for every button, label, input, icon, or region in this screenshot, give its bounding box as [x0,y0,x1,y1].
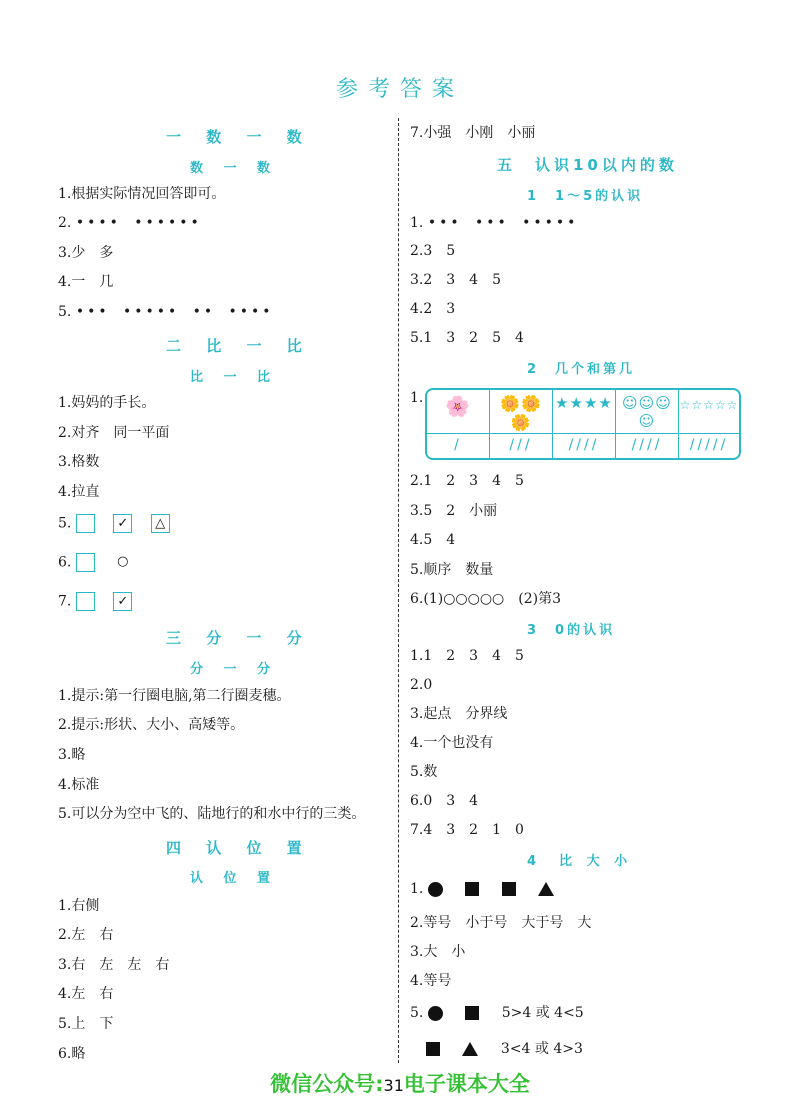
triangle-shape [538,882,554,896]
picture-cell [553,390,616,458]
section-1-subheading: 数 一 数 [190,161,279,176]
tally-marks: / [454,437,462,453]
s2-item-2: 2.对齐 同一平面 [58,425,170,441]
s4-right-item-7: 7.小强 小刚 小丽 [410,125,536,141]
tally-marks: //// [568,437,600,453]
s2-item-1: 1.妈妈的手长。 [58,395,156,411]
s4-item-5: 5.上 下 [58,1016,114,1032]
s5d-item-4: 4.等号 [410,973,452,989]
s5b-item-3: 3.5 2 小丽 [410,503,498,519]
s5d-item-5-row-2 [426,1040,583,1058]
flower-icon: 🌸 [445,394,471,418]
s1-item-2-label: 2. [58,215,72,231]
cell-divider [679,433,739,434]
s5c-item-3: 3.起点 分界线 [410,706,508,722]
s5a-item-2: 2.3 5 [410,243,456,259]
s2-item-6 [58,553,146,572]
s5c-item-1: 1.1 2 3 4 5 [410,648,524,664]
s5d-item-5-label: 5. [410,1005,424,1021]
answer-box-empty [76,553,95,572]
s2-item-3: 3.格数 [58,454,100,470]
star-icon: ☆☆☆☆☆ [679,398,739,412]
counting-picture-table [425,388,741,460]
section-5-heading: 五 认识10以内的数 [497,156,678,174]
section-5-sub-2: 2 几个和第几 [527,362,636,377]
picture-cell [679,390,739,458]
s4-item-1: 1.右侧 [58,898,100,914]
cell-divider [490,433,552,434]
s5a-dots-c: ••••• [522,215,579,231]
answer-box-check: ✓ [113,514,132,533]
circle-shape [428,1006,443,1021]
s2-item-6-label: 6. [58,554,72,571]
s5a-item-1-label: 1. [410,215,424,231]
s5b-item-5: 5.顺序 数量 [410,562,494,578]
section-3-heading: 三 分 一 分 [166,629,312,647]
s2-item-4: 4.拉直 [58,484,100,500]
s3-item-2: 2.提示:形状、大小、高矮等。 [58,717,245,733]
s1-item-5-dots-a: ••• [75,304,110,320]
s5a-item-4: 4.2 3 [410,301,456,317]
s1-item-5-label: 5. [58,304,72,320]
s2-item-5-label: 5. [58,515,72,532]
s3-item-5: 5.可以分为空中飞的、陆地行的和水中行的三类。 [58,806,366,822]
comparison-a: 5>4 或 4<5 [501,1005,584,1021]
s5a-item-3: 3.2 3 4 5 [410,272,501,288]
s5b-item-6: 6.(1)○○○○○ (2)第3 [410,591,562,607]
section-3-subheading: 分 一 分 [190,662,279,677]
section-4-heading: 四 认 位 置 [166,839,312,857]
answer-box-empty [76,592,95,611]
s2-item-7 [58,592,146,611]
s2-item-7-label: 7. [58,593,72,610]
s3-item-3: 3.略 [58,747,86,763]
s5a-item-5: 5.1 3 2 5 4 [410,330,524,346]
s5c-item-4: 4.一个也没有 [410,735,494,751]
s3-item-1: 1.提示:第一行圈电脑,第二行圈麦穗。 [58,688,291,704]
s5b-item-2: 2.1 2 3 4 5 [410,473,524,489]
answer-box-circle: ○ [117,554,129,569]
s5a-dots-a: ••• [427,215,462,231]
tally-marks: /// [509,437,533,453]
section-5-sub-4: 4 比 大 小 [527,854,633,869]
cell-divider [427,433,489,434]
s4-item-4: 4.左 右 [58,986,114,1002]
s1-item-5 [58,303,274,321]
square-shape [465,882,479,896]
section-2-subheading: 比 一 比 [190,370,279,385]
s5d-item-3: 3.大 小 [410,944,466,960]
square-shape [465,1006,479,1020]
sunflower-icon: 🌼🌼🌼 [500,394,542,432]
watermark-left: 微信公众号: [270,1072,384,1096]
s4-item-2: 2.左 右 [58,927,114,943]
s5b-item-4: 4.5 4 [410,532,456,548]
s5d-item-2: 2.等号 小于号 大于号 大 [410,915,592,931]
s5b-item-1-label: 1. [410,390,424,406]
answer-box-triangle: △ [151,514,170,533]
page-number: 31 [383,1076,404,1095]
section-5-sub-3: 3 0的认识 [527,623,616,638]
s5a-item-1 [410,214,578,232]
section-2-heading: 二 比 一 比 [166,337,312,355]
s1-item-4: 4.一 几 [58,274,114,290]
answer-box-empty [76,514,95,533]
picture-cell [427,390,490,458]
s4-item-6: 6.略 [58,1046,86,1062]
comparison-b: 3<4 或 4>3 [500,1041,583,1057]
s1-item-5-dots-c: •• [192,304,216,320]
starfish-icon: ★★★★ [555,394,613,412]
s5d-item-1-label: 1. [410,881,424,897]
cell-divider [616,433,678,434]
s1-item-5-dots-b: ••••• [122,304,180,320]
answer-box-check: ✓ [113,592,132,611]
section-4-subheading: 认 位 置 [190,871,279,886]
s3-item-4: 4.标准 [58,777,100,793]
page-title: 参考答案 [335,77,464,102]
s5c-item-2: 2.0 [410,677,433,693]
cell-divider [553,433,615,434]
footer-watermark [0,1068,800,1098]
s5a-dots-b: ••• [474,215,509,231]
s1-item-2 [58,214,202,232]
section-5-sub-1: 1 1～5的认识 [527,189,644,204]
section-1-heading: 一 数 一 数 [166,128,312,146]
s2-item-5 [58,514,184,533]
s5c-item-6: 6.0 3 4 [410,793,479,809]
square-shape [426,1042,440,1056]
s5d-item-5 [410,1004,584,1022]
s4-item-3: 3.右 左 左 右 [58,957,170,973]
square-shape [502,882,516,896]
picture-cell [616,390,679,458]
s5c-item-5: 5.数 [410,764,438,780]
circle-shape [428,882,443,897]
triangle-shape [462,1042,478,1056]
smiley-icon: ☺☺☺☺ [622,394,672,430]
column-divider [398,118,399,1063]
s5c-item-7: 7.4 3 2 1 0 [410,822,524,838]
s1-item-5-dots-d: •••• [228,304,274,320]
watermark-right: 电子课本大全 [403,1072,530,1096]
s1-item-3: 3.少 多 [58,245,114,261]
tally-marks: //// [631,437,663,453]
s1-item-2-dots-a: •••• [75,215,121,231]
picture-cell [490,390,553,458]
s1-item-1: 1.根据实际情况回答即可。 [58,186,226,202]
s5d-item-1 [410,880,572,898]
tally-marks: ///// [689,437,729,453]
s1-item-2-dots-b: •••••• [134,215,202,231]
